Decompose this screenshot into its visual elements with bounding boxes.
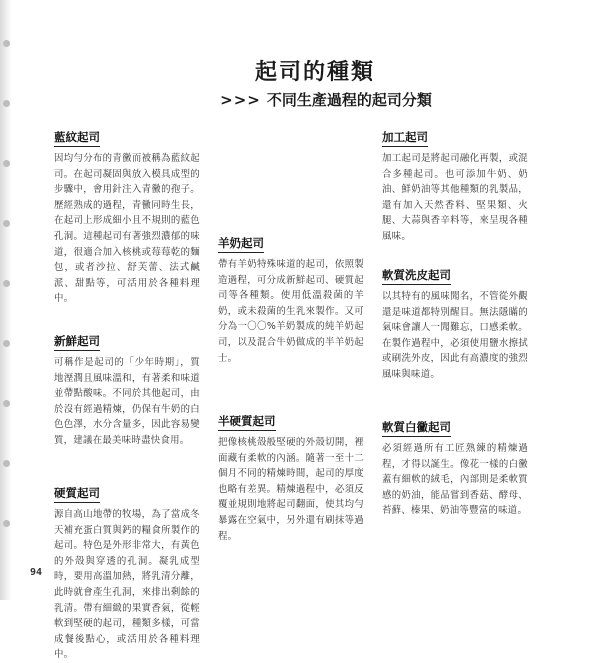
binding-hole: [3, 400, 10, 407]
section-fresh-cheese: [54, 330, 200, 449]
binding-hole: [3, 340, 10, 347]
section-goat-cheese: [218, 232, 364, 366]
section-body: 把像核桃殼般堅硬的外殼切開，裡面藏有柔軟的內涵。隨著一至十二個月不同的精煉時間，起司的厚度也略有差異。精煉過程中，必須反覆並規則地將起司翻面，使其均勻暴露在空氣中，另外還有刷抹等過程。: [218, 437, 364, 542]
section-washed-rind-cheese: [382, 264, 528, 383]
subtitle-text: 不同生產過程的起司分類: [266, 91, 432, 109]
section-body: 源自高山地帶的牧場，為了當成冬天補充蛋白質與鈣的糧食所製作的起司。特色是外形非常大，有黃色的外殼與穿透的孔洞。凝乳成型時，要用高溫加熱，將乳清分離，此時就會產生孔洞，來排出剩餘的乳清。帶有細緻的果實香氣，從輕軟到堅硬的起司，種類多樣，可當成餐後點心，或活用於各種料理中。: [54, 509, 200, 661]
binding-hole: [3, 160, 10, 167]
section-heading: 軟質白黴起司: [382, 420, 451, 437]
binding-hole: [3, 220, 10, 227]
section-body: 加工起司是將起司融化再製，或混合多種起司。也可添加牛奶、奶油、鮮奶油等其他種類的乳製品，還有加入天然香料、堅果類、火腿、大蒜與香辛料等，來呈現各種風味。: [382, 153, 528, 242]
binding-hole: [3, 280, 10, 287]
section-body: 以其特有的風味聞名，不管從外觀還是味道都特別醒目。無法隱瞞的氣味會讓人一聞難忘，口感柔軟。在製作過程中，必須使用鹽水擦拭或刷洗外皮，因此有高濃度的強烈風味與味道。: [382, 291, 528, 380]
page-title: 起司的種類: [254, 60, 375, 85]
page-binding-edge: [0, 0, 12, 600]
section-body: 因均勻分布的青黴而被稱為藍紋起司。在起司凝固與放入模具成型的步驟中，會用針注入青黴的孢子。歷經熟成的過程，青黴同時生長，在起司上形成細小且不規則的藍色孔洞。這種起司有著強烈濃郁的味道，很適合加入核桃或莓莓乾的麵包，或者沙拉、舒芙蕾、法式鹹派、甜點等，可活用於各種料理中。: [54, 153, 200, 305]
section-body: 必須經過所有工匠熟練的精煉過程，才得以誕生。像花一樣的白黴蓋有細軟的絨毛，內部則是柔軟質感的奶油，能品嘗到香菇、酵母、苔蘚、榛果、奶油等豐富的味道。: [382, 443, 528, 517]
section-heading: 軟質洗皮起司: [382, 268, 451, 285]
section-heading: 藍紋起司: [54, 130, 100, 147]
section-heading: 新鮮起司: [54, 334, 100, 351]
section-bloomy-rind-cheese: [382, 416, 528, 519]
section-processed-cheese: [382, 126, 528, 245]
binding-hole: [3, 520, 10, 527]
section-heading: 加工起司: [382, 130, 428, 147]
section-heading: 羊奶起司: [218, 236, 264, 253]
section-blue-cheese: [54, 126, 200, 307]
section-heading: 半硬質起司: [218, 414, 276, 431]
page-subtitle: [196, 90, 456, 110]
section-heading: 硬質起司: [54, 486, 100, 503]
binding-hole: [3, 100, 10, 107]
section-semihard-cheese: [218, 410, 364, 544]
binding-hole: [3, 460, 10, 467]
subtitle-arrows: >>>: [220, 91, 261, 109]
section-hard-cheese: [54, 482, 200, 663]
binding-hole: [3, 40, 10, 47]
page-number: 94: [30, 567, 43, 578]
section-body: 帶有羊奶特殊味道的起司，依照製造過程，可分成新鮮起司、硬質起司等各種類。使用低溫殺菌的羊奶，或未殺菌的生乳來製作。又可分為一〇〇%羊奶製成的純羊奶起司，以及混合牛奶做成的半羊奶起士。: [218, 259, 364, 364]
section-body: 可稱作是起司的「少年時期」，質地溼潤且風味溫和，有著柔和味道並帶點酸味。不同於其他起司，由於沒有經過精煉，仍保有牛奶的白色色澤，水分含量多，因此容易變質，建議在最美味時盡快食用。: [54, 357, 200, 446]
